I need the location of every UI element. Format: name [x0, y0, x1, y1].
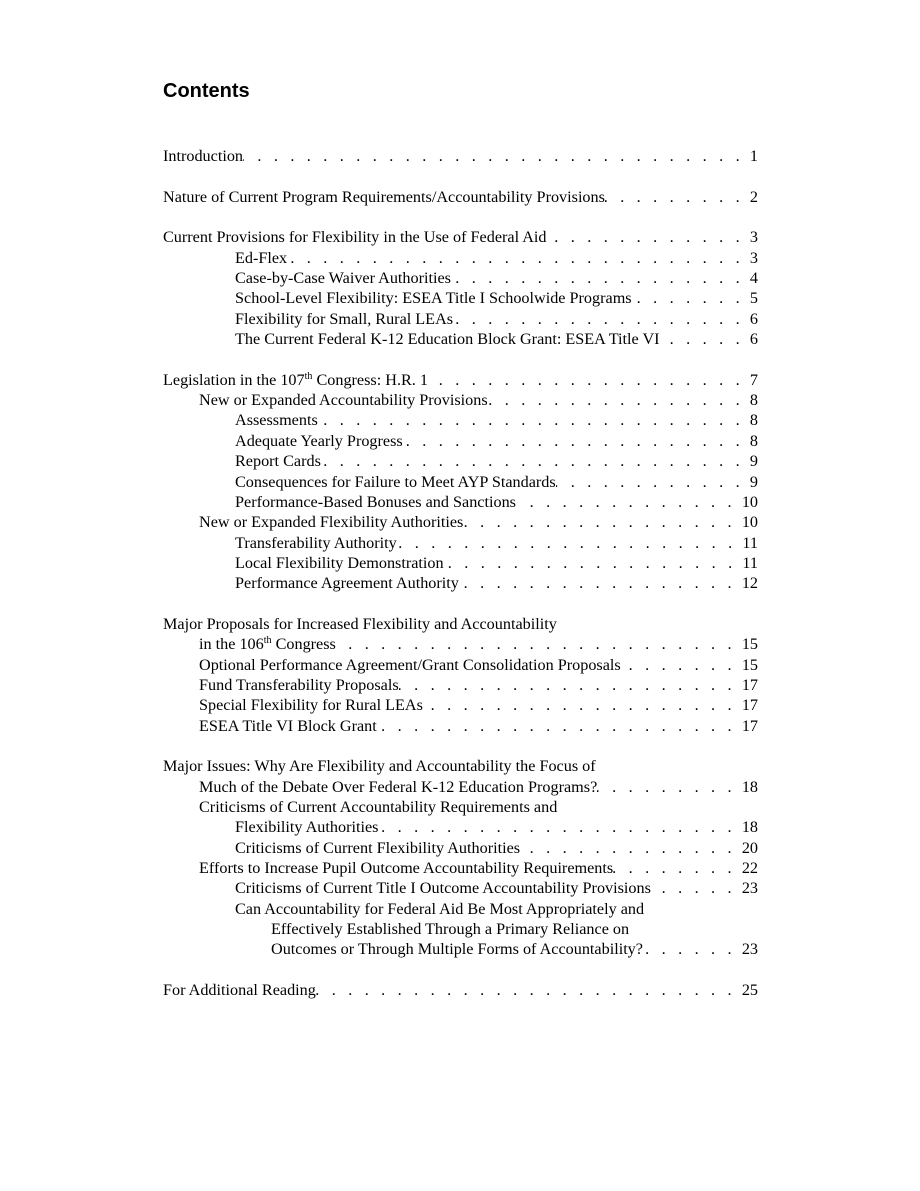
dot-leader	[336, 634, 736, 654]
table-of-contents	[163, 146, 758, 1000]
toc-entry-major-issues-cont[interactable]	[163, 777, 758, 797]
toc-entry-criticisms-accountability[interactable]	[163, 797, 758, 817]
dot-leader	[318, 410, 744, 430]
toc-entry-title: Flexibility for Small, Rural LEAs	[235, 309, 454, 328]
toc-entry-ayp[interactable]	[163, 431, 758, 451]
toc-page-number: 17	[741, 696, 758, 715]
toc-page-number: 4	[749, 269, 758, 288]
dot-leader	[377, 716, 736, 736]
toc-page-number: 2	[749, 187, 758, 206]
toc-entry-major-proposals[interactable]	[163, 614, 758, 634]
toc-page-number: 9	[749, 452, 758, 471]
toc-page-number: 18	[741, 818, 758, 837]
dot-leader	[397, 533, 737, 553]
toc-entry-bonuses[interactable]	[163, 492, 758, 512]
dot-leader	[243, 146, 744, 166]
toc-entry-nature[interactable]	[163, 187, 758, 207]
dot-leader	[316, 980, 736, 1000]
dot-leader	[378, 817, 735, 837]
dot-leader	[453, 309, 744, 329]
toc-entry-assessments[interactable]	[163, 410, 758, 430]
toc-entry-special-rural[interactable]	[163, 695, 758, 715]
toc-page-number: 23	[741, 879, 758, 898]
toc-entry-title: Fund Transferability Proposals	[199, 675, 399, 694]
toc-entry-title: ESEA Title VI Block Grant	[199, 716, 377, 735]
toc-entry-title: Major Proposals for Increased Flexibility and Accountability	[163, 614, 557, 633]
dot-leader	[463, 512, 735, 532]
toc-entry-new-accountability[interactable]	[163, 390, 758, 410]
dot-leader	[459, 573, 736, 593]
toc-entry-title: Consequences for Failure to Meet AYP Standards	[235, 472, 556, 491]
toc-entry-local-demo[interactable]	[163, 553, 758, 573]
toc-entry-criticisms-title-i[interactable]	[163, 878, 758, 898]
toc-page-number: 3	[749, 228, 758, 247]
dot-leader	[556, 472, 744, 492]
dot-leader	[613, 858, 736, 878]
toc-entry-title: Transferability Authority	[235, 533, 397, 552]
toc-entry-title: Adequate Yearly Progress	[235, 431, 403, 450]
toc-page-number: 25	[741, 981, 758, 1000]
toc-entry-new-flexibility[interactable]	[163, 512, 758, 532]
toc-page-number: 17	[741, 716, 758, 735]
toc-entry-major-issues[interactable]	[163, 756, 758, 776]
toc-entry-ed-flex[interactable]	[163, 248, 758, 268]
toc-entry-title: Introduction	[163, 147, 244, 165]
toc-entry-performance-agreement[interactable]	[163, 573, 758, 593]
toc-entry-title: Can Accountability for Federal Aid Be Most Appropriately and	[235, 899, 645, 918]
toc-page-number: 10	[741, 492, 758, 511]
toc-entry-can-accountability[interactable]	[163, 899, 758, 919]
dot-leader	[287, 248, 744, 268]
toc-entry-title: Optional Performance Agreement/Grant Consolidation Proposals	[199, 655, 621, 674]
dot-leader	[516, 492, 736, 512]
toc-entry-title: Efforts to Increase Pupil Outcome Accountability Requirements	[199, 859, 614, 878]
toc-page-number: 22	[741, 859, 758, 878]
toc-page-number: 12	[741, 574, 758, 593]
page-title: Contents	[163, 80, 250, 102]
toc-entry-title: Effectively Established Through a Primary Reliance on	[271, 920, 630, 939]
toc-entry-can-accountability-cont[interactable]	[163, 919, 758, 939]
toc-entry-can-accountability-cont2[interactable]	[163, 939, 758, 959]
toc-entry-title: The Current Federal K-12 Education Block Grant: ESEA Title VI	[235, 330, 660, 349]
toc-entry-waiver[interactable]	[163, 268, 758, 288]
toc-page-number: 11	[742, 533, 758, 552]
toc-entry-additional-reading[interactable]	[163, 980, 758, 1000]
toc-entry-block-grant-current[interactable]	[163, 329, 758, 349]
toc-page-number: 8	[749, 411, 758, 430]
toc-entry-transferability[interactable]	[163, 533, 758, 553]
toc-entry-title: For Additional Reading	[163, 981, 316, 1000]
toc-page-number: 1	[749, 147, 758, 165]
toc-entry-title: Criticisms of Current Flexibility Authorities	[235, 838, 521, 857]
toc-page-number: 6	[749, 330, 758, 349]
toc-entry-title: Major Issues: Why Are Flexibility and Accountability the Focus of	[163, 757, 596, 776]
dot-leader	[321, 451, 744, 471]
dot-leader	[605, 187, 744, 207]
dot-leader	[444, 553, 737, 573]
toc-page-number: 23	[741, 940, 758, 959]
toc-entry-title: Outcomes or Through Multiple Forms of Accountability?	[271, 940, 643, 959]
toc-page-number: 8	[749, 391, 758, 410]
toc-entry-legislation[interactable]	[163, 370, 758, 390]
toc-entry-title: in the 106th Congress	[199, 635, 336, 654]
toc-entry-title: Local Flexibility Demonstration	[235, 553, 444, 572]
dot-leader	[651, 878, 736, 898]
toc-entry-criticisms-accountability-cont[interactable]	[163, 817, 758, 837]
dot-leader	[632, 288, 744, 308]
toc-entry-title: New or Expanded Flexibility Authorities	[199, 513, 464, 532]
dot-leader	[403, 431, 744, 451]
dot-leader	[547, 227, 744, 247]
dot-leader	[428, 370, 744, 390]
toc-entry-criticisms-flexibility[interactable]	[163, 838, 758, 858]
toc-entry-rural-current[interactable]	[163, 309, 758, 329]
toc-entry-title: Performance-Based Bonuses and Sanctions	[235, 492, 516, 511]
dot-leader	[488, 390, 744, 410]
toc-entry-title: Criticisms of Current Accountability Requirements and	[199, 798, 558, 816]
toc-page-number: 11	[742, 553, 758, 572]
toc-entry-title: Nature of Current Program Requirements/Accountability Provisions	[163, 187, 605, 206]
toc-entry-title: Assessments	[235, 411, 318, 430]
toc-page-number: 3	[749, 248, 758, 267]
toc-entry-title: Performance Agreement Authority	[235, 574, 459, 593]
toc-entry-title: Legislation in the 107th Congress: H.R. 1	[163, 370, 428, 389]
dot-leader	[643, 939, 736, 959]
toc-entry-current-provisions[interactable]	[163, 227, 758, 247]
toc-entry-fund-transfer[interactable]	[163, 675, 758, 695]
toc-entry-title: New or Expanded Accountability Provisions	[199, 391, 488, 410]
toc-entry-efforts[interactable]	[163, 858, 758, 878]
toc-page-number: 8	[749, 431, 758, 450]
toc-entry-introduction[interactable]	[163, 146, 758, 166]
toc-page-number: 10	[741, 513, 758, 532]
toc-entry-schoolwide[interactable]	[163, 288, 758, 308]
toc-entry-report-cards[interactable]	[163, 451, 758, 471]
toc-entry-title: Case-by-Case Waiver Authorities	[235, 269, 451, 288]
toc-entry-major-proposals-cont[interactable]	[163, 634, 758, 654]
toc-entry-title: Ed-Flex	[235, 248, 288, 267]
toc-entry-block-grant[interactable]	[163, 716, 758, 736]
dot-leader	[597, 777, 736, 797]
toc-page-number: 5	[749, 289, 758, 308]
toc-entry-title: School-Level Flexibility: ESEA Title I Schoolwide Programs	[235, 289, 632, 308]
toc-entry-optional[interactable]	[163, 655, 758, 675]
dot-leader	[520, 838, 736, 858]
toc-entry-title: Special Flexibility for Rural LEAs	[199, 696, 423, 715]
dot-leader	[423, 695, 736, 715]
toc-page-number: 17	[741, 675, 758, 694]
toc-page-number: 20	[741, 838, 758, 857]
toc-page-number: 15	[741, 635, 758, 654]
toc-entry-title: Flexibility Authorities	[235, 818, 379, 837]
dot-leader	[399, 675, 736, 695]
toc-entry-title: Current Provisions for Flexibility in the Use of Federal Aid	[163, 228, 547, 247]
dot-leader	[660, 329, 744, 349]
dot-leader	[451, 268, 744, 288]
toc-entry-title: Report Cards	[235, 452, 321, 471]
dot-leader	[621, 655, 736, 675]
toc-page-number: 18	[741, 777, 758, 796]
toc-page-number: 6	[749, 309, 758, 328]
toc-page-number: 15	[741, 655, 758, 674]
toc-entry-title: Much of the Debate Over Federal K-12 Education Programs?	[199, 777, 598, 796]
toc-page-number: 7	[749, 370, 758, 389]
toc-page-number: 9	[749, 472, 758, 491]
toc-entry-consequences[interactable]	[163, 472, 758, 492]
toc-entry-title: Criticisms of Current Title I Outcome Accountability Provisions	[235, 879, 651, 898]
